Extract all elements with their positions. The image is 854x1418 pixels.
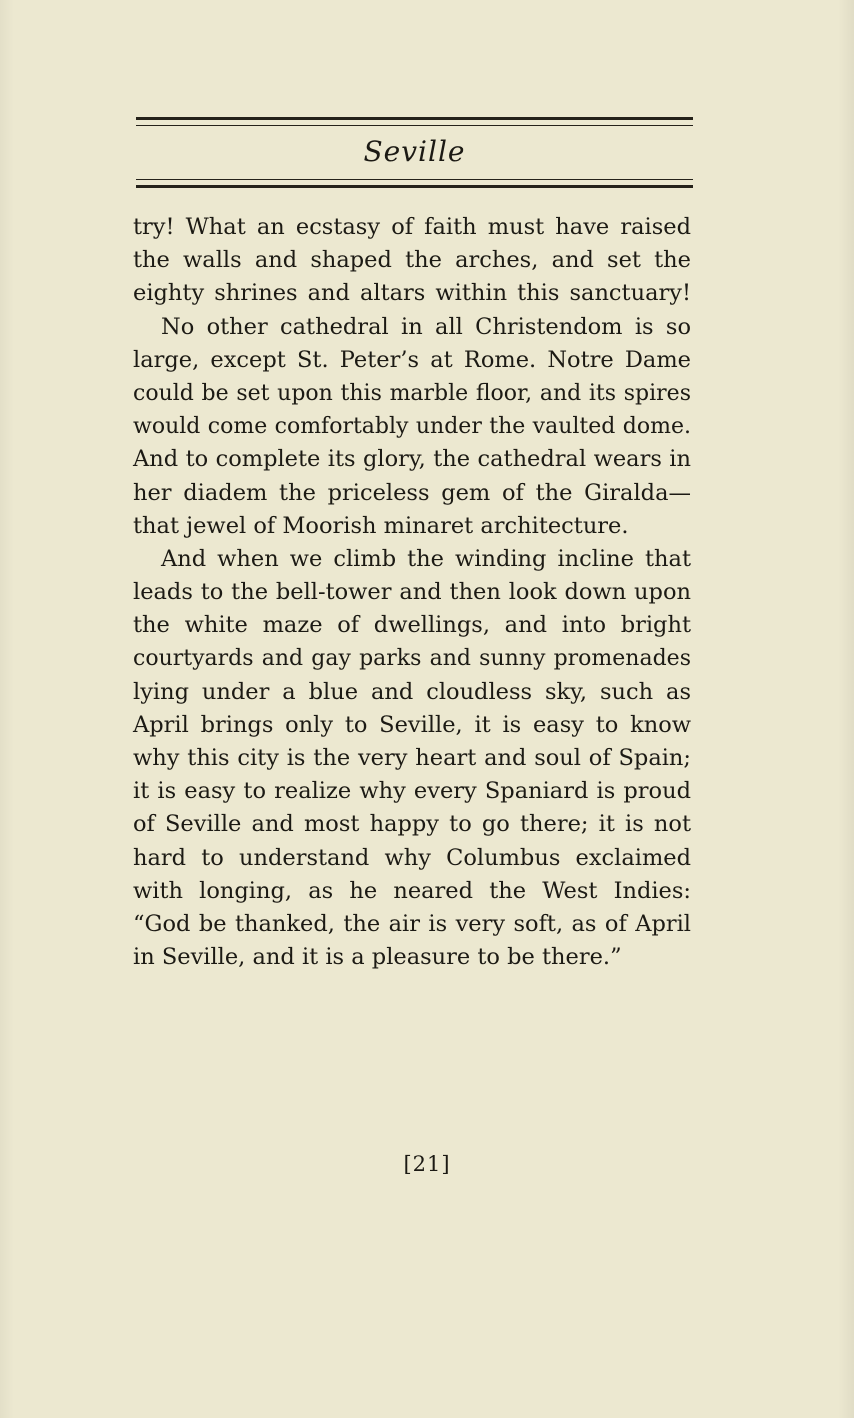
text-line: large, except St. Peter’s at Rome. Notre Dame [133,346,691,373]
running-head-title: Seville [363,135,466,168]
header-rule-bottom [136,179,693,188]
text-line: April brings only to Seville, it is easy to know [133,711,691,738]
text-line: try! What an ecstasy of faith must have raised [133,214,691,240]
text-line: of Seville and most happy to go there; it is not [133,811,691,838]
text-line: “God be thanked, the air is very soft, as of April [133,910,691,937]
text-line: And to complete its glory, the cathedral wears in [133,446,691,473]
text-line: that jewel of Moorish minaret architecture. [133,512,629,539]
text-line: leads to the bell-tower and then look down upon [133,579,691,606]
text-line: why this city is the very heart and soul of Spain; [133,745,691,771]
text-line: her diadem the priceless gem of the Giralda— [133,479,691,506]
text-line: hard to understand why Columbus exclaimed [133,844,691,871]
text-line: in Seville, and it is a pleasure to be there.” [133,944,622,971]
text-line: the white maze of dwellings, and into bright [133,612,691,639]
text-line: it is easy to realize why every Spaniard is proud [133,778,691,805]
text-line: the walls and shaped the arches, and set the [133,247,691,274]
text-line: eighty shrines and altars within this sanctuary! [133,280,691,307]
text-line: lying under a blue and cloudless sky, such as [133,678,691,705]
text-line: could be set upon this marble floor, and its spires [133,380,691,406]
text-line: would come comfortably under the vaulted dome. [133,414,691,440]
text-line: courtyards and gay parks and sunny promenades [133,646,691,672]
text-line: with longing, as he neared the West Indies: [133,877,691,904]
text-line: And when we climb the winding incline that [161,545,691,572]
text-line: No other cathedral in all Christendom is so [161,313,691,340]
page-number: [21] [403,1152,451,1176]
body-text [133,211,691,974]
header-rule-top [136,117,693,126]
